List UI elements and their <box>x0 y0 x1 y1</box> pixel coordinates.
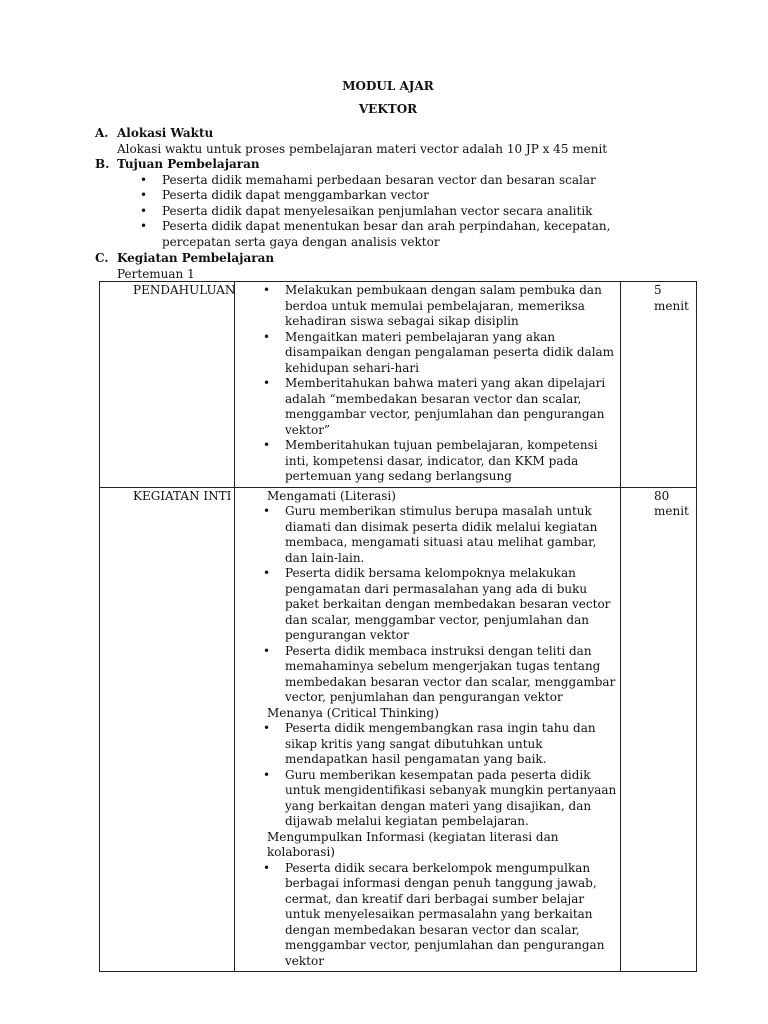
phase-cell: PENDAHULUAN <box>100 282 235 488</box>
activity-item: • Memberitahukan tujuan pembelajaran, kompetensi inti, kompetensi dasar, indicator, dan KKM pada pertemuan yang sedang berlangsung <box>263 438 620 485</box>
activity-group-heading: Menanya (Critical Thinking) <box>267 705 439 720</box>
section-a-text: Alokasi waktu untuk proses pembelajaran materi vector adalah 10 JP x 45 menit <box>117 141 608 156</box>
activity-item: • Memberitahukan bahwa materi yang akan dipelajari adalah “membedakan besaran vector dan scalar, menggambar vector, penjumlahan dan pengurangan vektor” <box>263 376 620 438</box>
time-cell: 80 menit <box>621 487 697 972</box>
activity-item: • Melakukan pembukaan dengan salam pembuka dan berdoa untuk memulai pembelajaran, memeriksa kehadiran siswa sebagai sikap disiplin <box>263 283 620 330</box>
table-row <box>100 282 697 488</box>
document-title: MODUL AJAR <box>342 79 434 93</box>
section-c-letter: C. <box>95 251 109 265</box>
activity-item: • Peserta didik bersama kelompoknya melakukan pengamatan dari permasalahan yang ada di buku paket berkaitan dengan membedakan besaran vector dan scalar, menggambar vector, penjumlahan dan pengurangan vektor <box>263 566 620 644</box>
section-b-heading: Tujuan Pembelajaran <box>117 157 260 171</box>
activity-item: • Guru memberikan kesempatan pada peserta didik untuk mengidentifikasi sebanyak mungkin pertanyaan yang berkaitan dengan materi yang disajikan, dan dijawab melalui kegiatan pembelajaran. <box>263 768 620 830</box>
document-subtitle: VEKTOR <box>358 102 418 116</box>
activity-group-heading: Mengumpulkan Informasi (kegiatan literasi dan kolaborasi) <box>267 829 559 859</box>
section-a <box>95 126 675 157</box>
section-b <box>95 157 675 250</box>
objective-item: • Peserta didik dapat menentukan besar dan arah perpindahan, kecepatan, percepatan serta gaya dengan analisis vektor <box>140 219 675 250</box>
activity-item: • Guru memberikan stimulus berupa masalah untuk diamati dan disimak peserta didik melalui kegiatan membaca, mengamati situasi atau melihat gambar, dan lain-lain. <box>263 504 620 566</box>
section-c-heading: Kegiatan Pembelajaran <box>117 251 275 265</box>
activities-cell <box>235 282 621 488</box>
activity-item: • Peserta didik mengembangkan rasa ingin tahu dan sikap kritis yang sangat dibutuhkan untuk mendapatkan hasil pengamatan yang baik. <box>263 721 620 768</box>
activity-item: • Peserta didik membaca instruksi dengan teliti dan memahaminya sebelum mengerjakan tugas tentang membedakan besaran vector dan scalar, menggambar vector, penjumlahan dan pengurangan vektor <box>263 644 620 706</box>
meeting-label: Pertemuan 1 <box>117 266 195 281</box>
objective-item: • Peserta didik dapat menyelesaikan penjumlahan vector secara analitik <box>140 204 675 220</box>
activity-table <box>99 281 697 972</box>
section-a-heading: Alokasi Waktu <box>117 126 214 140</box>
activities-cell <box>235 487 621 972</box>
section-a-letter: A. <box>95 126 109 140</box>
activity-item: • Mengaitkan materi pembelajaran yang akan disampaikan dengan pengalaman peserta didik dalam kehidupan sehari-hari <box>263 330 620 377</box>
activity-group-heading: Mengamati (Literasi) <box>267 488 396 503</box>
activity-item: • Peserta didik secara berkelompok mengumpulkan berbagai informasi dengan penuh tanggung jawab, cermat, dan kreatif dari berbagai sumber belajar untuk menyelesaikan permasalahn yang berkaitan dengan membedakan besaran vector dan scalar, menggambar vector, penjumlahan dan pengurangan vektor <box>263 861 620 970</box>
section-c <box>95 251 675 282</box>
objective-item: • Peserta didik dapat menggambarkan vector <box>140 188 675 204</box>
objective-item: • Peserta didik memahami perbedaan besaran vector dan besaran scalar <box>140 173 675 189</box>
table-row <box>100 487 697 972</box>
time-cell: 5 menit <box>621 282 697 488</box>
section-b-letter: B. <box>95 157 110 171</box>
objectives-list <box>95 173 675 251</box>
phase-cell: KEGIATAN INTI <box>100 487 235 972</box>
